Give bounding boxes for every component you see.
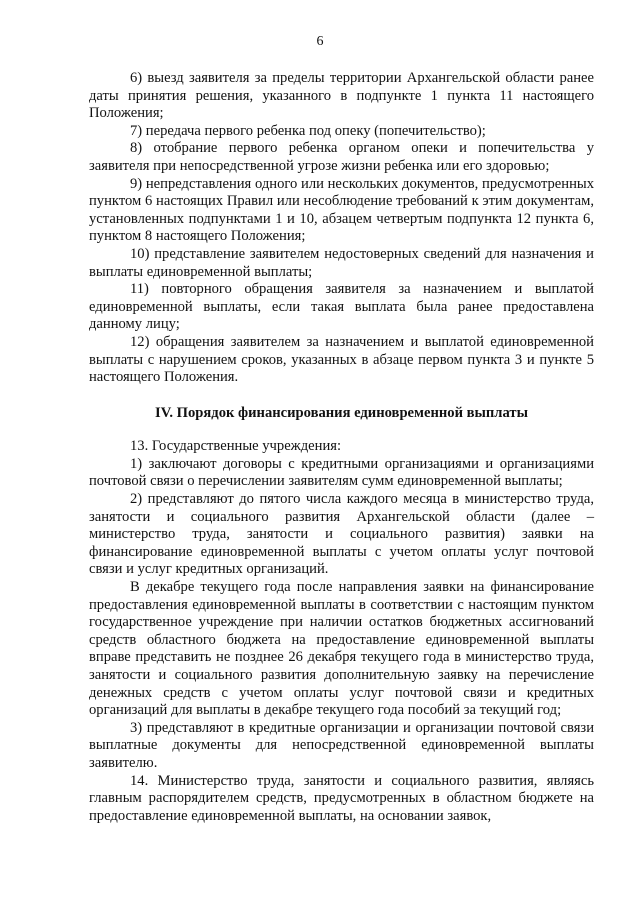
list-item-8: 8) отобрание первого ребенка органом опеки и попечительства у заявителя при непосредственной угрозе жизни ребенка или его здоровью; <box>89 140 594 174</box>
list-item-12: 12) обращения заявителем за назначением и выплатой единовременной выплаты с нарушением сроков, указанных в абзаце первом пункта 3 и пункте 5 настоящего Положения. <box>89 333 594 386</box>
list-item-10: 10) представление заявителем недостоверных сведений для назначения и выплаты единовременной выплаты; <box>89 245 594 280</box>
page-number: 6 <box>316 34 324 49</box>
section-heading: IV. Порядок финансирования единовременной выплаты <box>155 404 528 421</box>
clause-13: 13. Государственные учреждения: <box>130 438 342 455</box>
list-item-7: 7) передача первого ребенка под опеку (попечительство); <box>130 122 486 139</box>
clause-13-december-note: В декабре текущего года после направления заявки на финансирование предоставления единовременной выплаты в соответствии с настоящим пунктом государственное учреждение при наличии остатков бюджетных ассигнований средств областного бюджета на предоставление единовременной выплаты вправе представить не позднее 26 декабря текущего года в министерство труда, занятости и социального развития дополнительную заявку на перечисление денежных средств с учетом оплаты услуг почтовой связи и кредитных организаций для выплаты в декабре текущего года пособий за текущий год; <box>89 579 594 719</box>
clause-14: 14. Министерство труда, занятости и социального развития, являясь главным распорядителем средств, предусмотренных в областном бюджете на предоставление единовременной выплаты, на основании заявок, <box>89 772 594 824</box>
document-body <box>89 70 594 825</box>
list-item-11: 11) повторного обращения заявителя за назначением и выплатой единовременной выплаты, если такая выплата была ранее предоставлена данному лицу; <box>89 281 594 333</box>
clause-13-item-2: 2) представляют до пятого числа каждого месяца в министерство труда, занятости и социального развития Архангельской области (далее – министерство труда, занятости и социального развития) заявки на финансирование единовременной выплаты с учетом оплаты услуг почтовой связи и услуг кредитных организаций. <box>89 491 594 578</box>
list-item-6: 6) выезд заявителя за пределы территории Архангельской области ранее даты принятия решения, указанного в подпункте 1 пункта 11 настоящего Положения; <box>89 70 594 122</box>
list-item-9: 9) непредставления одного или нескольких документов, предусмотренных пунктом 6 настоящих Правил или несоблюдение требований к этим документам, установленных подпунктами 1 и 10, абзацем четвертым подпункта 12 пункта 6, пунктом 8 настоящего Положения; <box>89 175 594 245</box>
clause-13-item-3: 3) представляют в кредитные организации и организации почтовой связи выплатные документы для непосредственной единовременной выплаты заявителю. <box>89 719 594 771</box>
clause-13-item-1: 1) заключают договоры с кредитными организациями и организациями почтовой связи о перечислении заявителям сумм единовременной выплаты; <box>89 455 594 490</box>
